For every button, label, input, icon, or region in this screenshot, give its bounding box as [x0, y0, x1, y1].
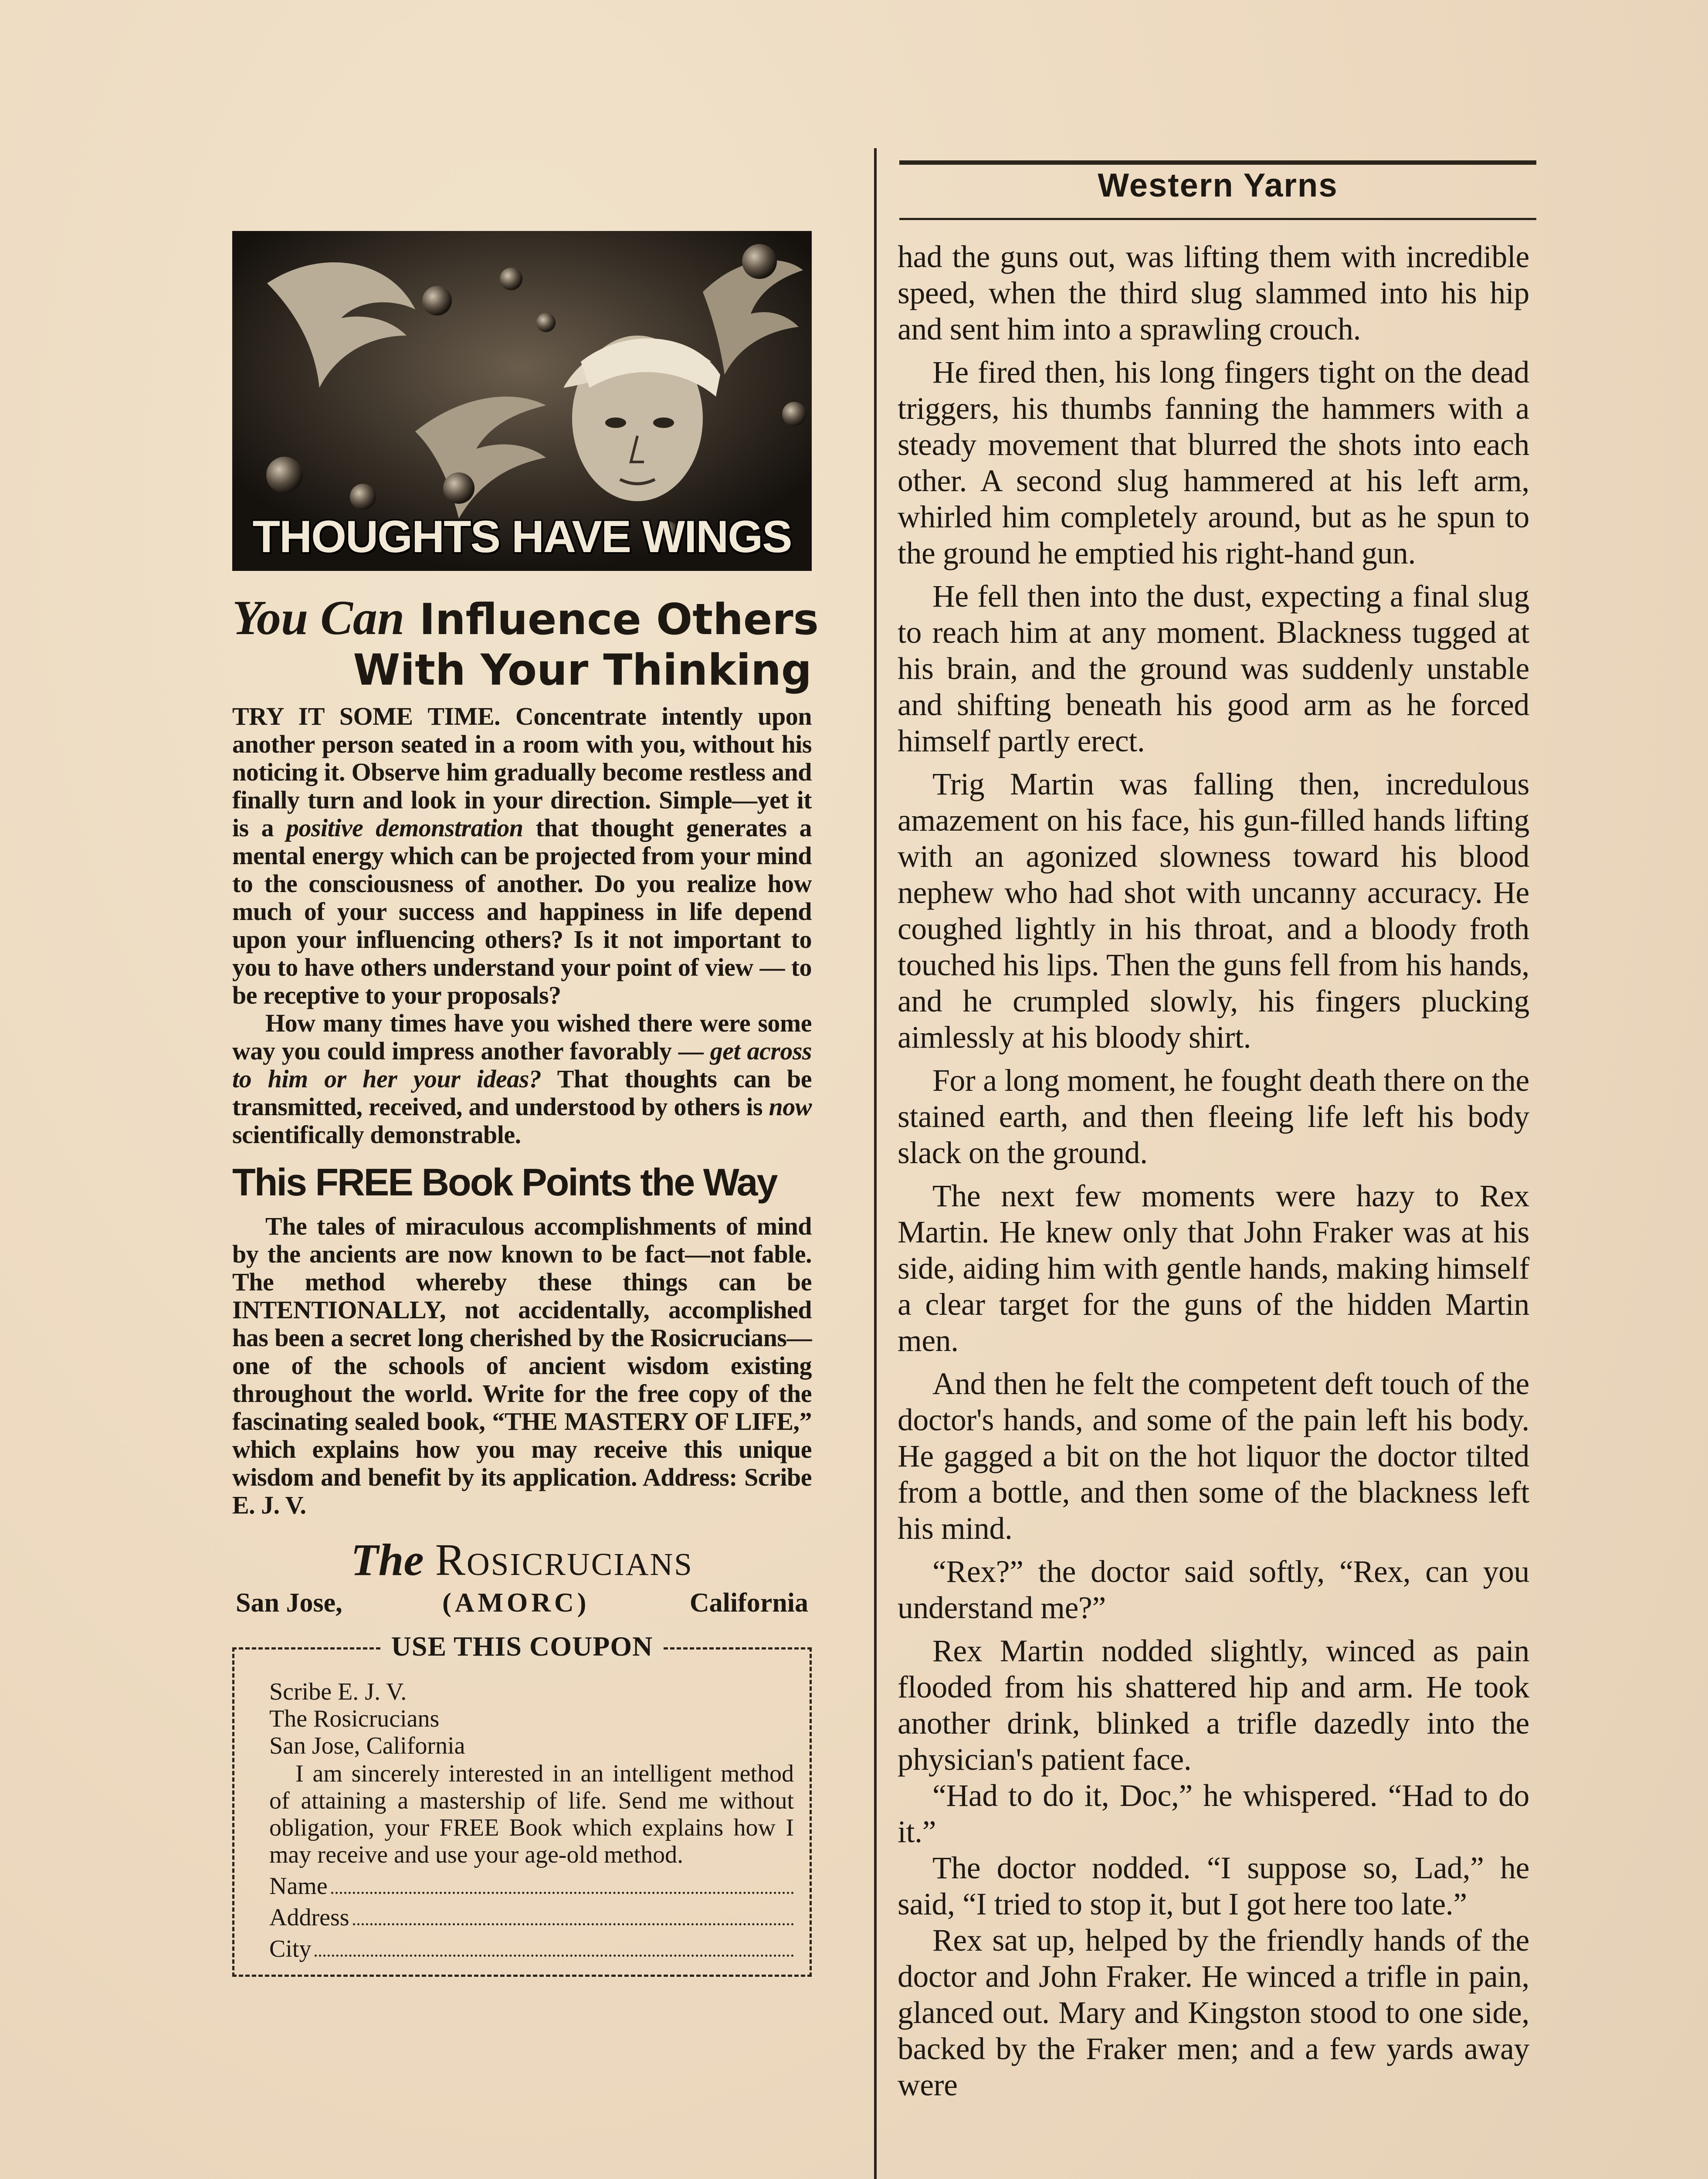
- coupon-address-line: Scribe E. J. V.: [269, 1678, 407, 1706]
- text-run: scientifically demonstrable.: [232, 1120, 521, 1149]
- ad-headline-line2: With Your Thinking: [353, 645, 812, 695]
- ad-body-copy: [232, 703, 812, 1149]
- brand-name: [232, 1534, 812, 1586]
- brand-rosicrucians: Rosicrucians: [435, 1535, 693, 1585]
- story-text: [898, 239, 1529, 2103]
- coupon-message: I am sincerely interested in an intelligent method of attaining a mastership of life. Send me without obligation, your FREE Book which explains how I may receive and use your age-old method.: [269, 1760, 794, 1869]
- coupon-name-field[interactable]: [269, 1873, 794, 1900]
- story-paragraph: And then he felt the competent deft touch of the doctor's hands, and some of the pain left his body. He gagged a bit on the hot liquor the doctor tilted from a bottle, and then some of the blackness left his mind.: [898, 1367, 1529, 1546]
- story-paragraph: He fired then, his long fingers tight on the dead triggers, his thumbs fanning the hammers with a steady movement that blurred the shots into each other. A second slug hammered at his left arm, whirled him completely around, but as he spun to the ground he emptied his right-hand gun.: [898, 355, 1529, 570]
- story-paragraph: He fell then into the dust, expecting a final slug to reach him at any moment. Blackness tugged at his brain, and the ground was suddenly unstable and shifting beneath his good arm as he forced himself partly erect.: [898, 579, 1529, 758]
- headline-italic: You Can: [232, 591, 405, 645]
- coupon-title-wrap: [234, 1633, 810, 1661]
- italic-run: get across to him or her your ideas?: [232, 1037, 812, 1093]
- rosicrucian-advertisement: [232, 231, 819, 1977]
- coupon-address-field[interactable]: [269, 1904, 794, 1931]
- coupon-address-line: San Jose, California: [269, 1732, 465, 1760]
- field-label: Name: [269, 1873, 328, 1900]
- story-paragraph: “Had to do it, Doc,” he whispered. “Had to do it.”: [898, 1778, 1529, 1849]
- field-label: City: [269, 1935, 312, 1963]
- name-blank-line[interactable]: [331, 1874, 794, 1894]
- city-blank-line[interactable]: [315, 1937, 794, 1957]
- text-run: How many times have you wished there were some way you could impress another favorably —: [232, 1009, 812, 1066]
- text-run: Concentrate intently upon another person seated in a room with you, without his noticing it. Observe him gradually become restless and finally turn and look in your direction. Simple—yet it is a: [232, 702, 812, 842]
- story-paragraph: Rex Martin nodded slightly, winced as pain flooded from his shattered hip and arm. He took another drink, blinked a trifle dazedly into the physician's patient face.: [898, 1634, 1529, 1777]
- headline-rest: Influence Others: [404, 595, 819, 645]
- ad-headline: [232, 591, 819, 645]
- ad-body-copy-2: [232, 1212, 812, 1519]
- running-head-rule-top: [899, 160, 1536, 165]
- running-head: Western Yarns: [1098, 167, 1338, 204]
- coupon-city-field[interactable]: [269, 1935, 794, 1962]
- coupon-title: USE THIS COUPON: [383, 1631, 662, 1662]
- brand-address: [232, 1588, 812, 1619]
- story-paragraph: Trig Martin was falling then, incredulous amazement on his face, his gun-filled hands lifting with an agonized slowness toward his blood nephew who had shot with uncanny accuracy. He coughed lightly in his throat, and a bloody froth touched his lips. Then the guns fell from his hands, and he crumpled slowly, his fingers plucking aimlessly at his bloody shirt.: [898, 767, 1529, 1055]
- story-paragraph: The doctor nodded. “I suppose so, Lad,” he said, “I tried to stop it, but I got here too late.”: [898, 1851, 1529, 1921]
- italic-run: positive demonstration: [286, 814, 523, 842]
- italic-run: now: [769, 1093, 812, 1121]
- ad-illustration: [232, 231, 812, 571]
- address-blank-line[interactable]: [353, 1906, 794, 1925]
- column-divider: [874, 148, 877, 2179]
- story-paragraph: “Rex?” the doctor said softly, “Rex, can you understand me?”: [898, 1554, 1529, 1625]
- illustration-caption: THOUGHTS HAVE WINGS: [252, 512, 792, 562]
- mail-coupon: [232, 1631, 812, 1977]
- ad-paragraph: [232, 703, 812, 1009]
- brand-amorc: (AMORC): [442, 1588, 590, 1618]
- lead-in: TRY IT SOME TIME.: [232, 702, 501, 731]
- running-head-rule-bottom: [899, 218, 1536, 220]
- ad-paragraph: [232, 1009, 812, 1149]
- text-run: That thoughts can be transmitted, received, and understood by others is: [232, 1065, 812, 1121]
- text-run: that thought generates a mental energy which can be projected from your mind to the consciousness of another. Do you realize how much of your success and happiness in life depend upon your influencing others? Is it not important to you to have others understand your point of view — to be receptive to your proposals?: [232, 814, 812, 1010]
- story-paragraph: had the guns out, was lifting them with incredible speed, when the third slug slammed into his hip and sent him into a sprawling crouch.: [898, 240, 1529, 346]
- brand-city: San Jose,: [236, 1588, 342, 1618]
- story-paragraph: The next few moments were hazy to Rex Martin. He knew only that John Fraker was at his side, aiding him with gentle hands, making himself a clear target for the guns of the hidden Martin men.: [898, 1179, 1529, 1358]
- brand-state: California: [689, 1588, 808, 1618]
- brand-the: The: [351, 1535, 424, 1585]
- field-label: Address: [269, 1904, 349, 1931]
- ad-paragraph: The tales of miraculous accomplishments of mind by the ancients are now known to be fact—not fable. The method whereby these things can be INTENTIONALLY, not accidentally, accomplished has been a secret long cherished by the Rosicrucians—one of the schools of ancient wisdom existing throughout the world. Write for the free copy of the fascinating sealed book, “THE MASTERY OF LIFE,” which explains how you may receive this unique wisdom and benefit by its application. Address: Scribe E. J. V.: [232, 1212, 812, 1520]
- story-paragraph: Rex sat up, helped by the friendly hands of the doctor and John Fraker. He winced a trifle in pain, glanced out. Mary and Kingston stood to one side, backed by the Fraker men; and a few yards away were: [898, 1923, 1529, 2102]
- coupon-address-line: The Rosicrucians: [269, 1705, 440, 1733]
- story-paragraph: For a long moment, he fought death there on the stained earth, and then fleeing life left his body slack on the ground.: [898, 1063, 1529, 1170]
- ad-subhead: This FREE Book Points the Way: [232, 1161, 777, 1204]
